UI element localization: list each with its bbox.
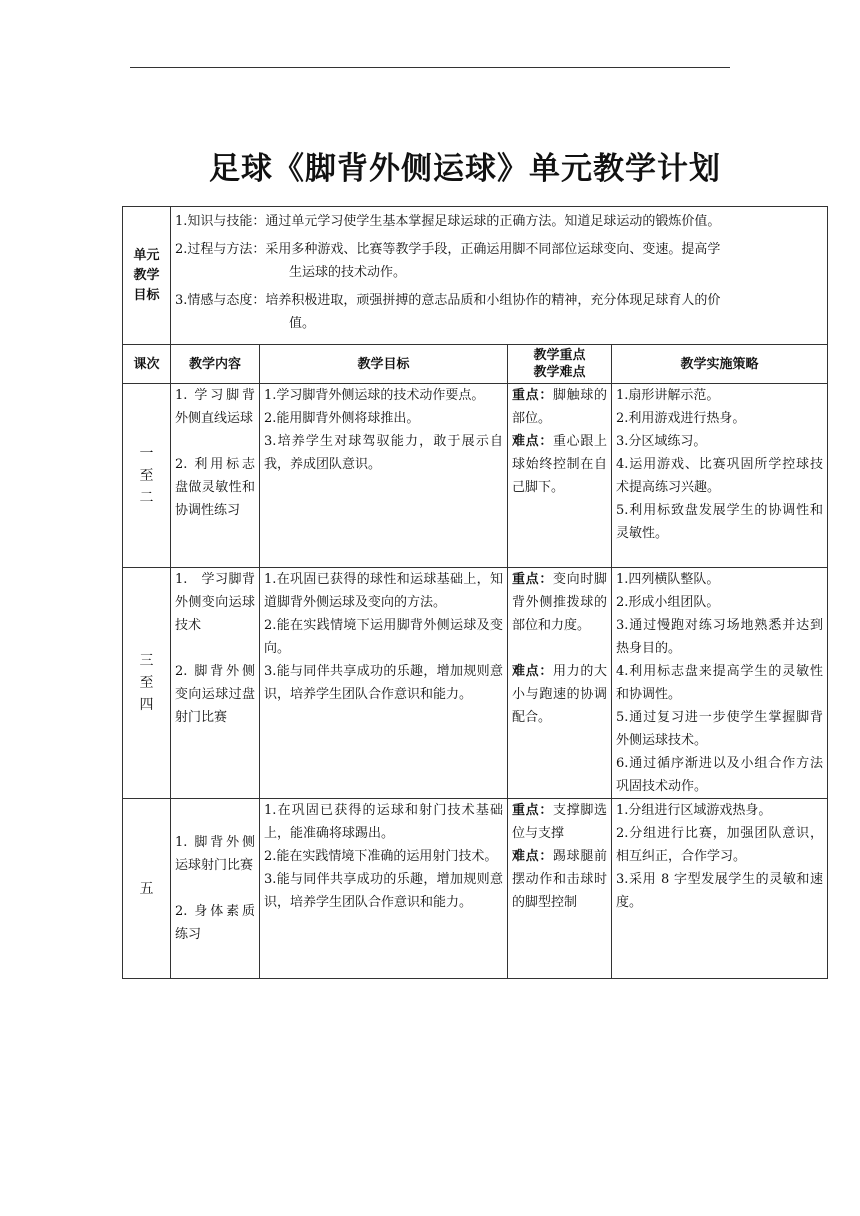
key-points-cell: 重点：支撑脚选位与支撑 难点：踢球腿前摆动作和击球时的脚型控制 (508, 799, 612, 979)
header-strategy: 教学实施策略 (612, 345, 828, 384)
key-points-cell: 重点：脚触球的部位。 难点：重心跟上球始终控制在自己脚下。 (508, 384, 612, 568)
strategy-cell: 1.扇形讲解示范。 2.利用游戏进行热身。 3.分区域练习。 4.运用游戏、比赛巩固所学控球技术提高练习兴趣。 5.利用标致盘发展学生的协调性和灵敏性。 (612, 384, 828, 568)
key-points-cell: 重点：变向时脚背外侧推拨球的部位和力度。 难点：用力的大小与跑速的协调配合。 (508, 568, 612, 799)
table-row (123, 568, 828, 799)
content-cell: 1. 学习脚背外侧变向运球技术 2. 脚背外侧变向运球过盘射门比赛 (171, 568, 260, 799)
unit-goals-row (123, 207, 828, 345)
unit-goals-list (171, 207, 828, 345)
table-row (123, 799, 828, 979)
header-content: 教学内容 (171, 345, 260, 384)
header-objectives: 教学目标 (260, 345, 508, 384)
objectives-cell: 1.学习脚背外侧运球的技术动作要点。 2.能用脚背外侧将球推出。 3.培养学生对球驾驭能力，敢于展示自我，养成团队意识。 (260, 384, 508, 568)
document-title: 足球《脚背外侧运球》单元教学计划 (209, 151, 721, 187)
goal-item-knowledge: 1.知识与技能：通过单元学习使学生基本掌握足球运球的正确方法。知道足球运动的锻炼价值。 (175, 214, 721, 229)
content-cell: 1. 脚背外侧运球射门比赛 2. 身体素质练习 (171, 799, 260, 979)
objectives-cell: 1.在巩固已获得的球性和运球基础上，知道脚背外侧运球及变向的方法。 2.能在实践情境下运用脚背外侧运球及变向。 3.能与同伴共享成功的乐趣，增加规则意识，培养学生团队合作意识和能力。 (260, 568, 508, 799)
header-session: 课次 (123, 345, 171, 384)
unit-goals-label: 单元 教学 目标 (123, 207, 171, 345)
session-cell: 一 至 二 (123, 384, 171, 568)
objectives-cell: 1.在巩固已获得的运球和射门技术基础上，能准确将球踢出。 2.能在实践情境下准确的运用射门技术。 3.能与同伴共享成功的乐趣，增加规则意识，培养学生团队合作意识和能力。 (260, 799, 508, 979)
strategy-cell: 1.分组进行区域游戏热身。 2.分组进行比赛，加强团队意识，相互纠正，合作学习。 3.采用 8 字型发展学生的灵敏和速度。 (612, 799, 828, 979)
goal-item-attitude: 3.情感与态度：培养积极进取，顽强拼搏的意志品质和小组协作的精神，充分体现足球育人的价 值。 (175, 293, 721, 331)
header-key-points: 教学重点 教学难点 (508, 345, 612, 384)
session-cell: 五 (123, 799, 171, 979)
table-header-row (123, 345, 828, 384)
session-cell: 三 至 四 (123, 568, 171, 799)
header-rule (130, 67, 730, 68)
content-cell: 1. 学习脚背外侧直线运球 2. 利用标志盘做灵敏性和协调性练习 (171, 384, 260, 568)
goal-item-process: 2.过程与方法：采用多种游戏、比赛等教学手段，正确运用脚不同部位运球变向、变速。提高学 生运球的技术动作。 (175, 242, 721, 280)
teaching-plan-table (122, 206, 828, 979)
strategy-cell: 1.四列横队整队。 2.形成小组团队。 3.通过慢跑对练习场地熟悉并达到热身目的。 4.利用标志盘来提高学生的灵敏性和协调性。 5.通过复习进一步使学生掌握脚背外侧运球技术。 6.通过循序渐进以及小组合作方法巩固技术动作。 (612, 568, 828, 799)
table-row (123, 384, 828, 568)
